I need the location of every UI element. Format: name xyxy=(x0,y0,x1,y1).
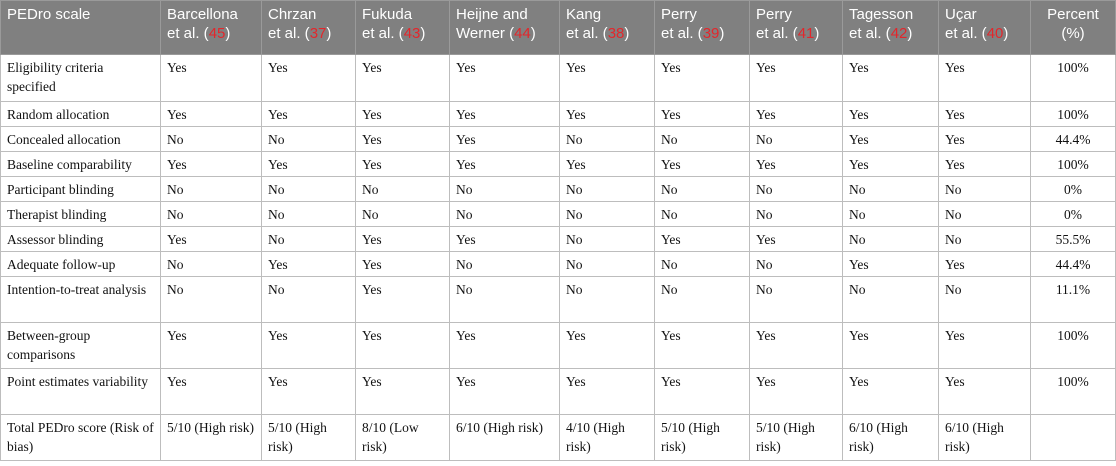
table-cell: Yes xyxy=(655,323,750,369)
table-cell: No xyxy=(750,277,843,323)
table-cell: Yes xyxy=(262,369,356,415)
table-cell: No xyxy=(939,227,1031,252)
table-cell: No xyxy=(262,277,356,323)
table-cell: Yes xyxy=(356,252,450,277)
reference-link[interactable]: 41 xyxy=(797,25,815,42)
table-cell: No xyxy=(161,127,262,152)
table-cell: Yes xyxy=(161,152,262,177)
reference-link[interactable]: 40 xyxy=(986,25,1004,42)
table-cell: No xyxy=(161,202,262,227)
table-cell: Yes xyxy=(356,55,450,102)
table-cell: Yes xyxy=(450,323,560,369)
score-cell: 5/10 (High risk) xyxy=(655,415,750,461)
criterion-label: Adequate follow-up xyxy=(1,252,161,277)
percent-cell: 44.4% xyxy=(1031,127,1116,152)
criterion-label: Baseline comparability xyxy=(1,152,161,177)
table-cell: Yes xyxy=(450,369,560,415)
table-row xyxy=(1,127,1116,152)
table-cell: Yes xyxy=(655,55,750,102)
table-cell: No xyxy=(560,202,655,227)
reference-link[interactable]: 43 xyxy=(403,25,421,42)
table-cell: Yes xyxy=(843,323,939,369)
reference-link[interactable]: 45 xyxy=(208,25,226,42)
header-study: Tagesson et al. (42) xyxy=(843,1,939,55)
table-row xyxy=(1,55,1116,102)
percent-cell: 100% xyxy=(1031,55,1116,102)
table-cell: No xyxy=(939,177,1031,202)
table-cell: Yes xyxy=(655,152,750,177)
table-cell: Yes xyxy=(356,369,450,415)
table-cell: No xyxy=(161,277,262,323)
criterion-label: Assessor blinding xyxy=(1,227,161,252)
score-cell: 6/10 (High risk) xyxy=(450,415,560,461)
table-cell: Yes xyxy=(750,152,843,177)
percent-cell: 11.1% xyxy=(1031,277,1116,323)
table-cell: Yes xyxy=(560,323,655,369)
table-cell: No xyxy=(560,252,655,277)
header-pedro-scale: PEDro scale xyxy=(1,1,161,55)
table-cell: No xyxy=(843,277,939,323)
score-cell: 5/10 (High risk) xyxy=(161,415,262,461)
table-cell: Yes xyxy=(161,227,262,252)
score-cell: 4/10 (High risk) xyxy=(560,415,655,461)
table-cell: Yes xyxy=(161,55,262,102)
table-cell: No xyxy=(655,127,750,152)
table-cell: Yes xyxy=(843,252,939,277)
table-row xyxy=(1,252,1116,277)
table-cell: Yes xyxy=(939,55,1031,102)
table-cell: No xyxy=(560,177,655,202)
table-cell: No xyxy=(750,252,843,277)
table-cell: No xyxy=(560,127,655,152)
table-cell: Yes xyxy=(450,227,560,252)
reference-link[interactable]: 39 xyxy=(702,25,720,42)
table-row xyxy=(1,369,1116,415)
criterion-label: Between-group comparisons xyxy=(1,323,161,369)
table-cell: Yes xyxy=(356,152,450,177)
score-cell: 6/10 (High risk) xyxy=(939,415,1031,461)
table-cell: Yes xyxy=(939,127,1031,152)
reference-link[interactable]: 44 xyxy=(514,25,531,42)
criterion-label: Participant blinding xyxy=(1,177,161,202)
table-cell: Yes xyxy=(161,102,262,127)
header-study: Chrzan et al. (37) xyxy=(262,1,356,55)
table-cell: No xyxy=(450,277,560,323)
percent-cell: 100% xyxy=(1031,369,1116,415)
table-row xyxy=(1,277,1116,323)
score-cell: 8/10 (Low risk) xyxy=(356,415,450,461)
table-cell: No xyxy=(750,177,843,202)
table-cell: Yes xyxy=(560,55,655,102)
table-cell: Yes xyxy=(843,152,939,177)
percent-cell: 0% xyxy=(1031,177,1116,202)
table-cell: Yes xyxy=(560,152,655,177)
table-cell: Yes xyxy=(262,102,356,127)
table-cell: Yes xyxy=(655,227,750,252)
header-study: Perry et al. (39) xyxy=(655,1,750,55)
criterion-label: Eligibility criteria specified xyxy=(1,55,161,102)
score-cell: 6/10 (High risk) xyxy=(843,415,939,461)
table-cell: No xyxy=(262,202,356,227)
table-cell: Yes xyxy=(750,369,843,415)
table-cell: No xyxy=(655,177,750,202)
table-cell: Yes xyxy=(450,152,560,177)
header-study: Fukuda et al. (43) xyxy=(356,1,450,55)
table-cell: Yes xyxy=(356,102,450,127)
percent-cell: 100% xyxy=(1031,152,1116,177)
table-cell: Yes xyxy=(560,369,655,415)
criterion-label: Therapist blinding xyxy=(1,202,161,227)
table-cell: Yes xyxy=(750,227,843,252)
table-cell: Yes xyxy=(450,127,560,152)
table-cell: No xyxy=(161,177,262,202)
percent-cell: 100% xyxy=(1031,323,1116,369)
table-cell: No xyxy=(750,202,843,227)
reference-link[interactable]: 37 xyxy=(309,25,327,42)
percent-cell: 100% xyxy=(1031,102,1116,127)
score-cell: 5/10 (High risk) xyxy=(262,415,356,461)
table-cell: Yes xyxy=(750,102,843,127)
table-cell: No xyxy=(356,177,450,202)
table-cell: Yes xyxy=(655,369,750,415)
table-cell: Yes xyxy=(356,227,450,252)
header-study: Kang et al. (38) xyxy=(560,1,655,55)
table-cell: No xyxy=(450,177,560,202)
table-cell: Yes xyxy=(450,55,560,102)
table-cell: Yes xyxy=(356,127,450,152)
table-cell: No xyxy=(843,177,939,202)
criterion-label: Intention-to-treat analysis xyxy=(1,277,161,323)
table-cell: No xyxy=(560,227,655,252)
table-cell: Yes xyxy=(843,127,939,152)
table-cell: No xyxy=(560,277,655,323)
percent-cell xyxy=(1031,415,1116,461)
table-cell: No xyxy=(750,127,843,152)
table-cell: Yes xyxy=(560,102,655,127)
table-cell: Yes xyxy=(262,152,356,177)
header-study: Perry et al. (41) xyxy=(750,1,843,55)
criterion-label: Point estimates variability xyxy=(1,369,161,415)
header-study: Heijne and Werner (44) xyxy=(450,1,560,55)
total-score-row xyxy=(1,415,1116,461)
table-cell: No xyxy=(262,127,356,152)
table-cell: Yes xyxy=(843,369,939,415)
percent-cell: 55.5% xyxy=(1031,227,1116,252)
table-cell: No xyxy=(450,202,560,227)
table-cell: Yes xyxy=(939,323,1031,369)
percent-cell: 0% xyxy=(1031,202,1116,227)
table-cell: Yes xyxy=(262,55,356,102)
table-row xyxy=(1,323,1116,369)
table-cell: No xyxy=(161,252,262,277)
table-cell: No xyxy=(262,227,356,252)
table-row xyxy=(1,152,1116,177)
table-cell: Yes xyxy=(750,323,843,369)
table-cell: No xyxy=(655,252,750,277)
table-cell: Yes xyxy=(843,55,939,102)
table-cell: No xyxy=(843,202,939,227)
table-cell: Yes xyxy=(262,323,356,369)
table-cell: Yes xyxy=(750,55,843,102)
table-cell: Yes xyxy=(450,102,560,127)
table-cell: Yes xyxy=(939,252,1031,277)
table-cell: No xyxy=(655,202,750,227)
table-row xyxy=(1,177,1116,202)
header-row xyxy=(1,1,1116,55)
table-cell: No xyxy=(939,202,1031,227)
table-cell: Yes xyxy=(161,323,262,369)
table-cell: No xyxy=(843,227,939,252)
header-percent: Percent (%) xyxy=(1031,1,1116,55)
header-study: Uçar et al. (40) xyxy=(939,1,1031,55)
table-cell: No xyxy=(655,277,750,323)
percent-cell: 44.4% xyxy=(1031,252,1116,277)
table-row xyxy=(1,102,1116,127)
table-cell: Yes xyxy=(356,323,450,369)
reference-link[interactable]: 38 xyxy=(607,25,625,42)
table-cell: No xyxy=(356,202,450,227)
criterion-label: Concealed allocation xyxy=(1,127,161,152)
table-cell: Yes xyxy=(161,369,262,415)
reference-link[interactable]: 42 xyxy=(890,25,908,42)
table-cell: Yes xyxy=(939,369,1031,415)
criterion-label: Random allocation xyxy=(1,102,161,127)
header-study: Barcellona et al. (45) xyxy=(161,1,262,55)
table-row xyxy=(1,227,1116,252)
table-cell: No xyxy=(450,252,560,277)
table-row xyxy=(1,202,1116,227)
table-cell: Yes xyxy=(655,102,750,127)
score-cell: 5/10 (High risk) xyxy=(750,415,843,461)
table-cell: Yes xyxy=(843,102,939,127)
table-cell: No xyxy=(939,277,1031,323)
table-cell: Yes xyxy=(939,102,1031,127)
table-cell: No xyxy=(262,177,356,202)
table-cell: Yes xyxy=(262,252,356,277)
table-cell: Yes xyxy=(356,277,450,323)
criterion-label: Total PEDro score (Risk of bias) xyxy=(1,415,161,461)
table-cell: Yes xyxy=(939,152,1031,177)
